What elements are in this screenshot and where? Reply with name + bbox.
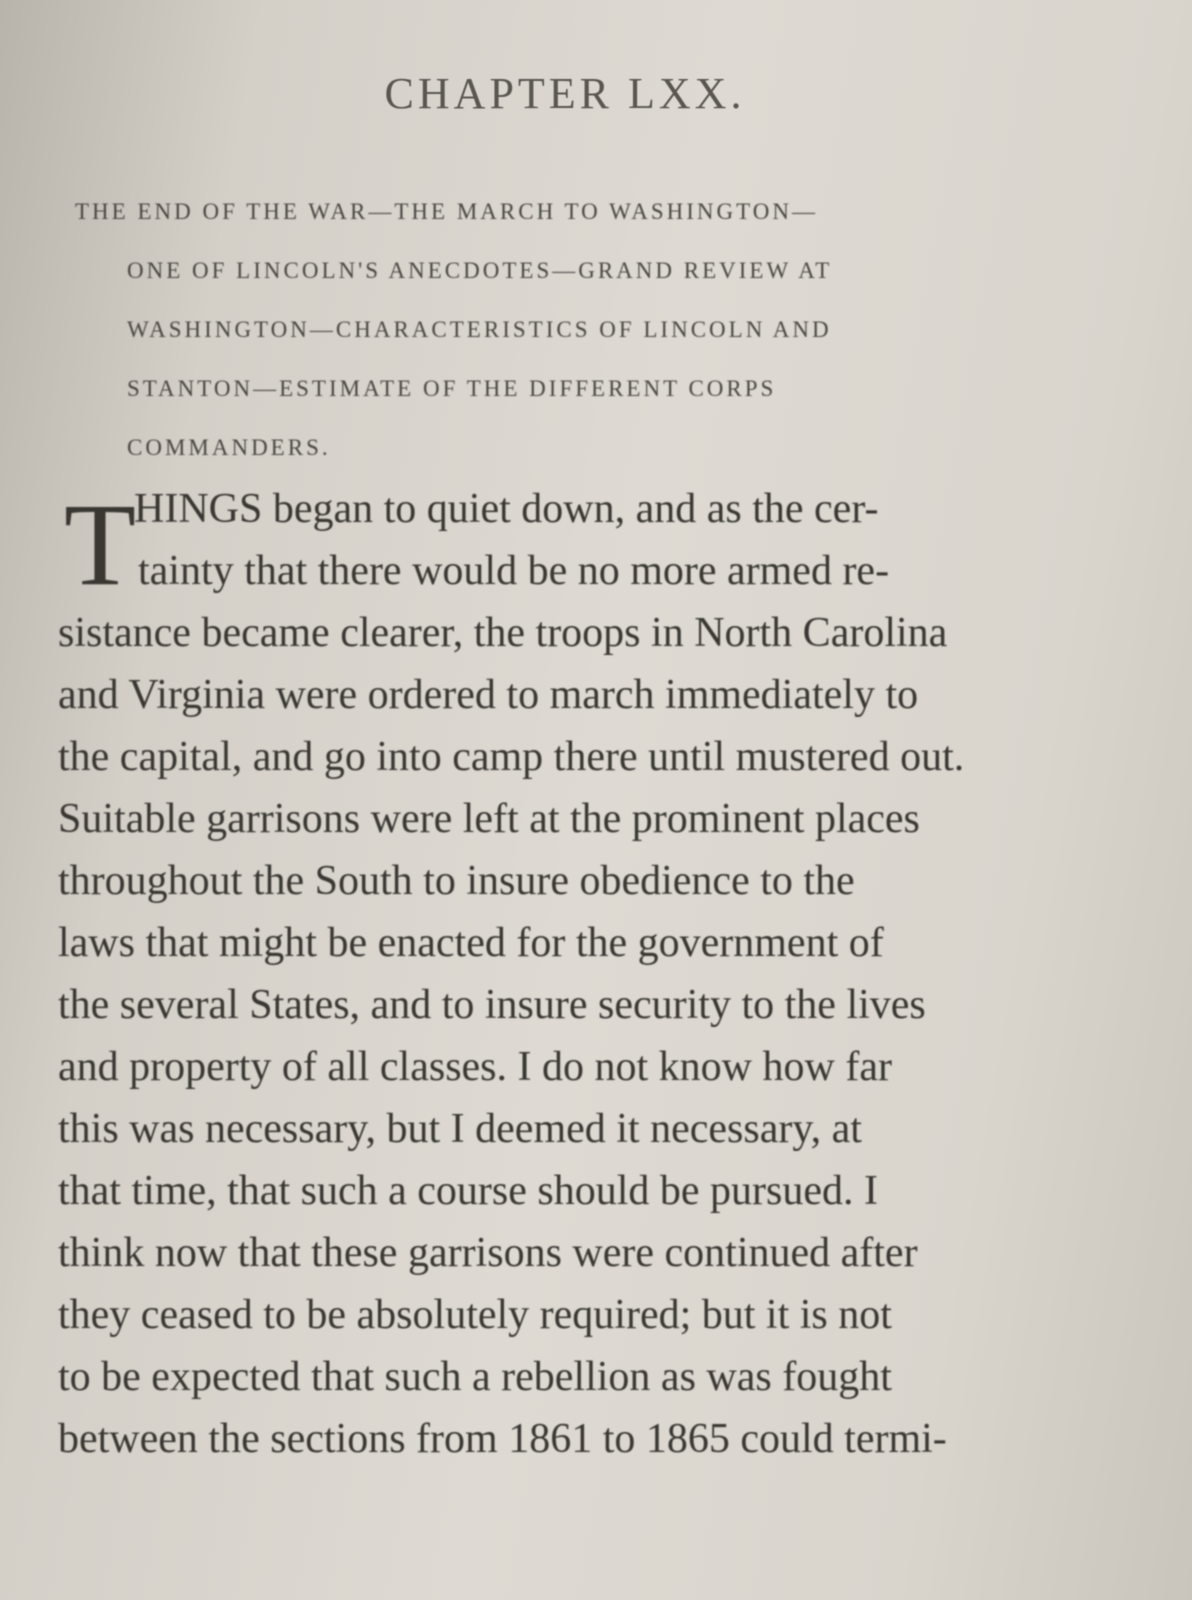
body-line: HINGS began to quiet down, and as the cer-: [134, 486, 879, 532]
chapter-summary: [75, 182, 1075, 477]
summary-line: STANTON—ESTIMATE OF THE DIFFERENT CORPS: [127, 376, 777, 401]
body-line: think now that these garrisons were continued after: [58, 1230, 918, 1276]
body-line: laws that might be enacted for the government of: [58, 920, 884, 966]
summary-line: WASHINGTON—CHARACTERISTICS OF LINCOLN AND: [127, 317, 832, 342]
body-text: [58, 478, 1098, 1470]
summary-line: COMMANDERS.: [127, 435, 331, 460]
body-line: sistance became clearer, the troops in North Carolina: [58, 610, 948, 656]
body-line: the several States, and to insure security to the lives: [58, 982, 926, 1028]
body-line: tainty that there would be no more armed re-: [138, 548, 890, 594]
body-line: they ceased to be absolutely required; but it is not: [58, 1292, 892, 1338]
summary-line: THE END OF THE WAR—THE MARCH TO WASHINGTON—: [75, 199, 818, 224]
body-line: and Virginia were ordered to march immediately to: [58, 672, 919, 718]
chapter-title: CHAPTER LXX.: [384, 69, 746, 118]
body-line: the capital, and go into camp there until mustered out.: [58, 734, 965, 780]
body-line: that time, that such a course should be pursued. I: [58, 1168, 878, 1214]
summary-line: ONE OF LINCOLN'S ANECDOTES—GRAND REVIEW AT: [127, 258, 833, 283]
body-line: between the sections from 1861 to 1865 could termi-: [58, 1416, 947, 1462]
drop-cap: T: [64, 479, 137, 610]
body-line: to be expected that such a rebellion as was fought: [58, 1354, 892, 1400]
body-line: and property of all classes. I do not know how far: [58, 1044, 892, 1090]
body-line: throughout the South to insure obedience to the: [58, 858, 855, 904]
body-line: this was necessary, but I deemed it necessary, at: [58, 1106, 862, 1152]
body-line: Suitable garrisons were left at the prominent places: [58, 796, 920, 842]
